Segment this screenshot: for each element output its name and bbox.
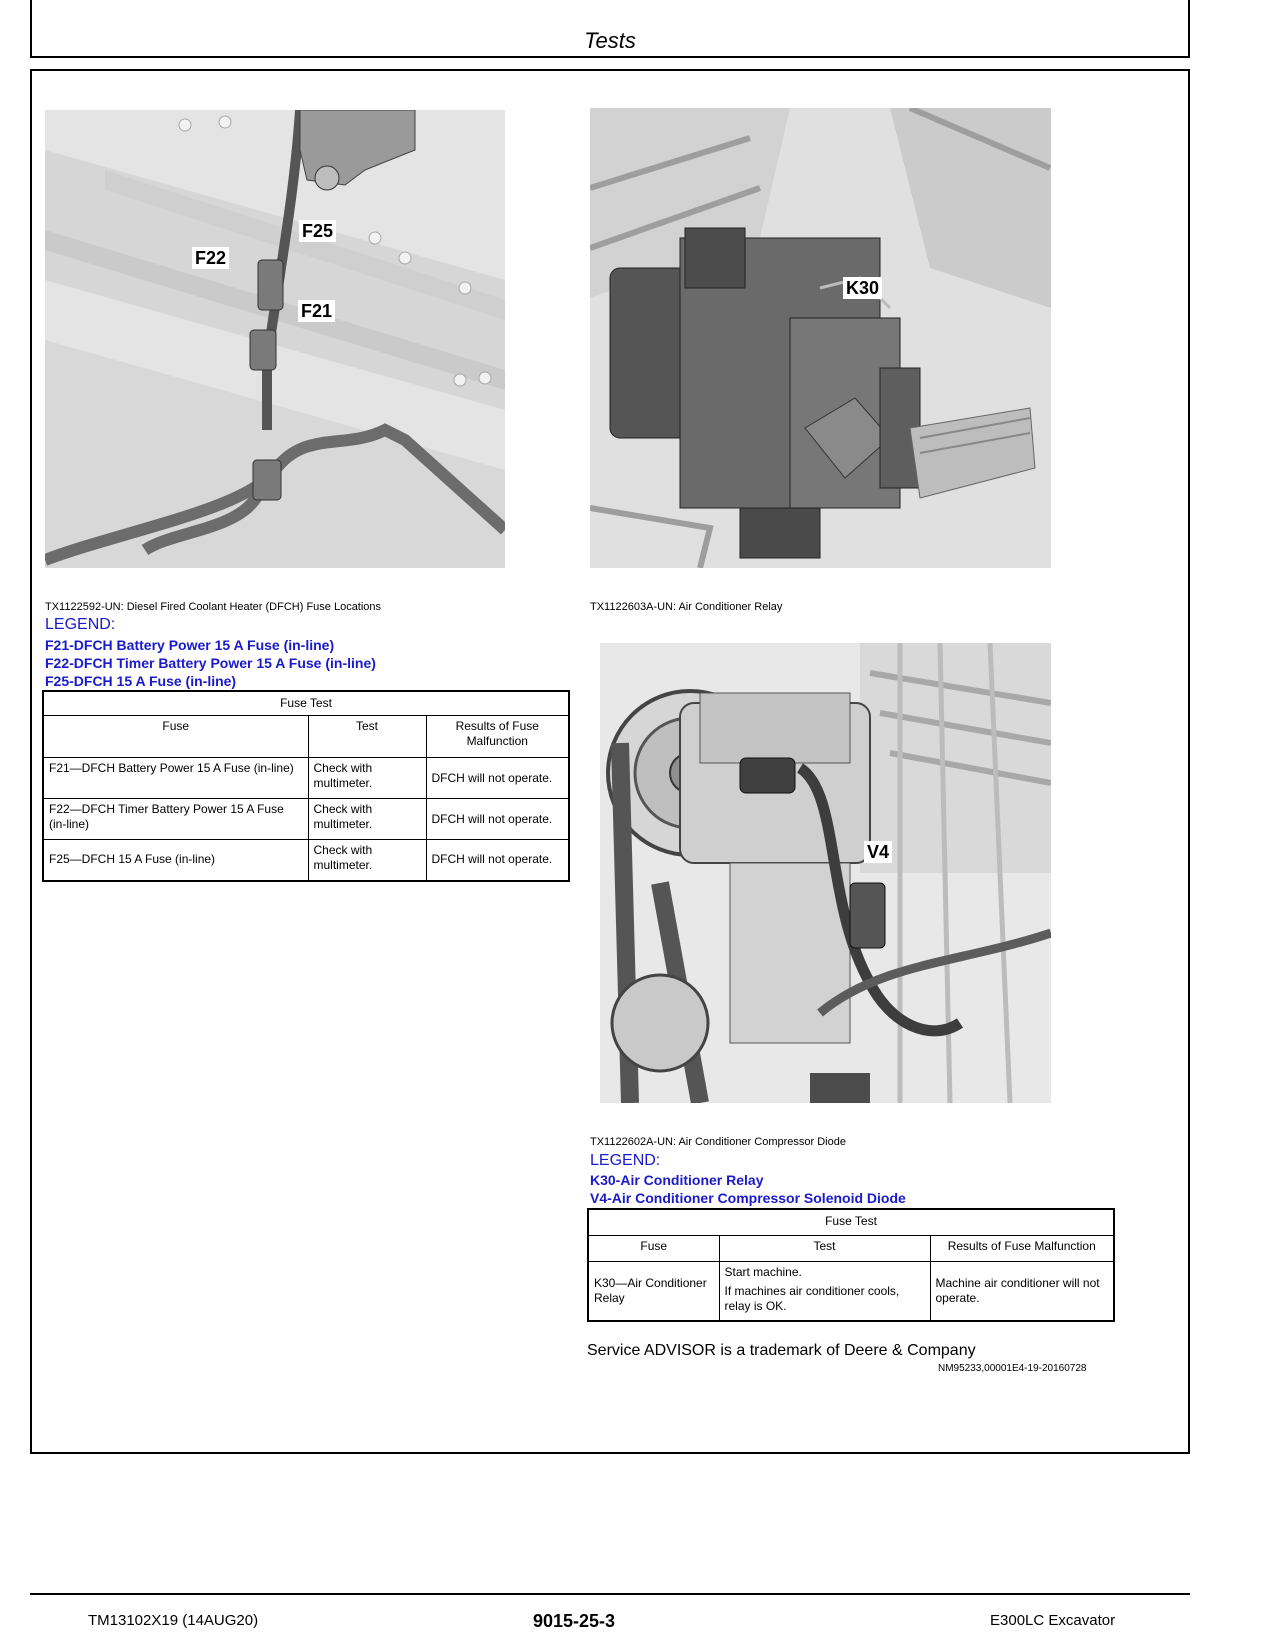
page-header <box>30 0 1190 58</box>
legend1-item-f22: F22-DFCH Timer Battery Power 15 A Fuse (in-line) <box>45 655 376 671</box>
legend2-item-k30: K30-Air Conditioner Relay <box>590 1172 764 1188</box>
footer-machine-name: E300LC Excavator <box>990 1612 1116 1629</box>
callout-v4: V4 <box>864 841 892 863</box>
table-row <box>43 799 569 840</box>
fuse-test-table-dfch <box>42 690 570 882</box>
table1-row2-test: Check with multimeter. <box>308 799 426 840</box>
footer-page-number: 9015-25-3 <box>533 1611 616 1631</box>
legend1-heading: LEGEND: <box>45 616 116 633</box>
legend2-item-v4: V4-Air Conditioner Compressor Solenoid Diode <box>590 1190 906 1206</box>
fuse-test-table-ac <box>587 1208 1115 1322</box>
figure1-caption: TX1122592-UN: Diesel Fired Coolant Heater (DFCH) Fuse Locations <box>45 601 382 613</box>
table1-header-result: Results of Fuse Malfunction <box>426 716 569 758</box>
footer-manual-id: TM13102X19 (14AUG20) <box>88 1612 259 1629</box>
table-row <box>43 758 569 799</box>
table2-row1-result: Machine air conditioner will not operate. <box>930 1261 1114 1321</box>
legend2-heading: LEGEND: <box>590 1152 661 1169</box>
table1-row1-test: Check with multimeter. <box>308 758 426 799</box>
table1-row2-fuse: F22—DFCH Timer Battery Power 15 A Fuse (in-line) <box>43 799 308 840</box>
trademark-note: Service ADVISOR is a trademark of Deere & Company <box>587 1342 976 1359</box>
callout-f21: F21 <box>298 300 335 322</box>
table1-header-test: Test <box>308 716 426 758</box>
callout-k30: K30 <box>843 277 882 299</box>
ac-relay-photo <box>590 108 1051 568</box>
table1-row2-result: DFCH will not operate. <box>426 799 569 840</box>
figure3-caption: TX1122602A-UN: Air Conditioner Compressor Diode <box>590 1136 846 1148</box>
table1-header-fuse: Fuse <box>43 716 308 758</box>
table1-row3-fuse: F25—DFCH 15 A Fuse (in-line) <box>43 840 308 881</box>
table2-title: Fuse Test <box>588 1209 1114 1235</box>
table2-row1-test <box>719 1261 930 1321</box>
section-title: Tests <box>584 28 636 53</box>
callout-f22: F22 <box>192 247 229 269</box>
table1-row1-result: DFCH will not operate. <box>426 758 569 799</box>
table1-row3-test: Check with multimeter. <box>308 840 426 881</box>
table2-header-fuse: Fuse <box>588 1235 719 1261</box>
table1-row1-fuse: F21—DFCH Battery Power 15 A Fuse (in-line) <box>43 758 308 799</box>
callout-f25: F25 <box>299 220 336 242</box>
table2-row1-fuse: K30—Air Conditioner Relay <box>588 1261 719 1321</box>
table-row <box>43 840 569 881</box>
table1-title: Fuse Test <box>43 691 569 716</box>
dfch-fuse-photo <box>45 110 505 568</box>
figure2-caption: TX1122603A-UN: Air Conditioner Relay <box>590 601 783 613</box>
table2-row1-test-line1: Start machine. <box>724 1264 802 1279</box>
table2-header-test: Test <box>719 1235 930 1261</box>
document-reference: NM95233,00001E4-19-20160728 <box>938 1363 1087 1374</box>
table2-row1-test-line2: If machines air conditioner cools, relay is OK. <box>724 1283 900 1313</box>
footer-divider <box>30 1593 1190 1595</box>
table2-header-result: Results of Fuse Malfunction <box>930 1235 1114 1261</box>
table1-row3-result: DFCH will not operate. <box>426 840 569 881</box>
ac-compressor-diode-photo <box>600 643 1051 1103</box>
legend1-item-f21: F21-DFCH Battery Power 15 A Fuse (in-line) <box>45 637 335 653</box>
table-row <box>588 1261 1114 1321</box>
legend1-item-f25: F25-DFCH 15 A Fuse (in-line) <box>45 673 237 689</box>
